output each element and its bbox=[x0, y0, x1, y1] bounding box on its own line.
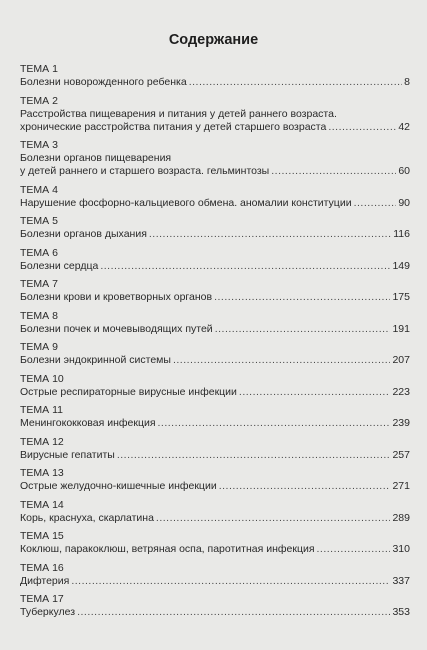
toc-page-number: 353 bbox=[392, 606, 410, 618]
toc-topic-label: ТЕМА 12 bbox=[20, 435, 64, 448]
toc-title-line: Болезни крови и кроветворных органов bbox=[20, 291, 213, 303]
toc-title-row bbox=[20, 76, 410, 89]
toc-title-line: Вирусные гепатиты bbox=[20, 448, 115, 461]
toc-entry bbox=[20, 593, 410, 619]
toc-title-line: Расстройства пищеварения и питания у детей раннего возраста. bbox=[20, 107, 337, 120]
table-of-contents bbox=[20, 63, 410, 619]
toc-title-row bbox=[20, 197, 410, 210]
dot-leader bbox=[215, 323, 391, 336]
toc-entry bbox=[20, 63, 410, 89]
toc-topic-label: ТЕМА 7 bbox=[20, 278, 58, 290]
dot-leader bbox=[149, 228, 391, 241]
toc-title-line: Болезни сердца bbox=[20, 259, 99, 272]
toc-entry bbox=[20, 530, 410, 556]
toc-topic-label: ТЕМА 17 bbox=[20, 593, 64, 605]
toc-topic-label: ТЕМА 6 bbox=[20, 246, 58, 259]
toc-title-row bbox=[20, 606, 410, 619]
toc-title-line: Острые респираторные вирусные инфекции bbox=[20, 385, 237, 398]
toc-entry bbox=[20, 467, 410, 493]
dot-leader bbox=[71, 575, 390, 588]
toc-title-row bbox=[20, 417, 410, 430]
toc-title-row bbox=[20, 575, 410, 588]
toc-entry bbox=[20, 139, 410, 178]
toc-topic-label: ТЕМА 15 bbox=[20, 530, 64, 542]
toc-entry bbox=[20, 278, 410, 304]
toc-title-line: Болезни почек и мочевыводящих путей bbox=[20, 322, 213, 335]
dot-leader bbox=[239, 386, 391, 399]
toc-topic-label: ТЕМА 2 bbox=[20, 94, 58, 107]
toc-title-row bbox=[20, 543, 410, 556]
toc-entry bbox=[20, 247, 410, 273]
dot-leader bbox=[214, 291, 390, 304]
dot-leader bbox=[77, 606, 390, 619]
toc-title-row bbox=[20, 165, 410, 178]
toc-page-number: 289 bbox=[392, 511, 410, 524]
toc-topic-label: ТЕМА 1 bbox=[20, 63, 58, 75]
toc-topic-label: ТЕМА 14 bbox=[20, 498, 64, 511]
dot-leader bbox=[317, 543, 391, 556]
toc-topic-label: ТЕМА 5 bbox=[20, 215, 58, 227]
toc-entry bbox=[20, 310, 410, 336]
toc-title-row bbox=[20, 228, 410, 241]
toc-entry bbox=[20, 215, 410, 241]
toc-title-row bbox=[20, 512, 410, 525]
toc-title-line: хронические расстройства питания у детей старшего возраста bbox=[20, 120, 327, 133]
toc-page-number: 257 bbox=[392, 448, 410, 461]
toc-title-line: Болезни эндокринной системы bbox=[20, 354, 171, 366]
toc-title-row bbox=[20, 449, 410, 462]
toc-entry bbox=[20, 373, 410, 399]
toc-entry bbox=[20, 341, 410, 367]
toc-title-line: Менингококковая инфекция bbox=[20, 417, 156, 429]
toc-topic-label: ТЕМА 13 bbox=[20, 467, 64, 479]
dot-leader bbox=[158, 417, 391, 430]
toc-page-number: 60 bbox=[398, 165, 410, 177]
toc-title-line: Болезни новорожденного ребенка bbox=[20, 76, 187, 88]
toc-title-row bbox=[20, 260, 410, 273]
toc-topic-label: ТЕМА 3 bbox=[20, 139, 58, 151]
toc-title-row bbox=[20, 386, 410, 399]
page-title: Содержание bbox=[168, 32, 259, 48]
toc-page-number: 116 bbox=[393, 228, 410, 240]
dot-leader bbox=[156, 512, 391, 525]
toc-entry bbox=[20, 184, 410, 210]
toc-page-number: 223 bbox=[392, 385, 410, 398]
toc-page-number: 191 bbox=[392, 322, 410, 335]
dot-leader bbox=[328, 121, 396, 134]
toc-entry bbox=[20, 562, 410, 588]
dot-leader bbox=[100, 260, 390, 273]
toc-topic-label: ТЕМА 16 bbox=[20, 561, 64, 574]
dot-leader bbox=[117, 449, 391, 462]
toc-title-line: Коклюш, паракоклюш, ветряная оспа, паротитная инфекция bbox=[20, 543, 315, 555]
toc-topic-label: ТЕМА 4 bbox=[20, 183, 58, 196]
dot-leader bbox=[219, 480, 391, 493]
toc-entry bbox=[20, 404, 410, 430]
dot-leader bbox=[354, 197, 397, 210]
toc-title-line: Болезни органов пищеварения bbox=[20, 152, 172, 164]
toc-title-row bbox=[20, 354, 410, 367]
toc-title-line: Острые желудочно-кишечные инфекции bbox=[20, 480, 217, 492]
toc-entry bbox=[20, 95, 410, 134]
toc-page-number: 42 bbox=[398, 120, 410, 133]
toc-title-row bbox=[20, 480, 410, 493]
dot-leader bbox=[271, 165, 396, 178]
toc-title-row bbox=[20, 291, 410, 304]
toc-title-row bbox=[20, 323, 410, 336]
toc-entry bbox=[20, 436, 410, 462]
toc-title-row bbox=[20, 121, 410, 134]
toc-page-number: 337 bbox=[392, 574, 410, 587]
toc-page-number: 90 bbox=[398, 196, 410, 209]
toc-page-number: 239 bbox=[392, 417, 410, 429]
toc-title-line: Болезни органов дыхания bbox=[20, 228, 147, 240]
toc-entry bbox=[20, 499, 410, 525]
toc-title-line: Корь, краснуха, скарлатина bbox=[20, 511, 154, 524]
toc-title-line: у детей раннего и старшего возраста. гельминтозы bbox=[20, 165, 270, 177]
dot-leader bbox=[173, 354, 391, 367]
toc-topic-label: ТЕМА 11 bbox=[20, 404, 63, 416]
toc-page-number: 175 bbox=[392, 291, 410, 303]
toc-title-line: Дифтерия bbox=[20, 574, 70, 587]
toc-title-line: Нарушение фосфорно-кальциевого обмена. аномалии конституции bbox=[20, 196, 352, 209]
toc-page-number: 8 bbox=[404, 76, 410, 88]
toc-topic-label: ТЕМА 8 bbox=[20, 309, 58, 322]
toc-topic-label: ТЕМА 9 bbox=[20, 341, 58, 353]
dot-leader bbox=[189, 76, 402, 89]
toc-page-number: 271 bbox=[392, 480, 410, 492]
toc-page-number: 310 bbox=[392, 543, 410, 555]
toc-page-number: 149 bbox=[392, 259, 410, 272]
toc-page-number: 207 bbox=[392, 354, 410, 366]
toc-topic-label: ТЕМА 10 bbox=[20, 372, 64, 385]
toc-title-line: Туберкулез bbox=[20, 606, 76, 618]
